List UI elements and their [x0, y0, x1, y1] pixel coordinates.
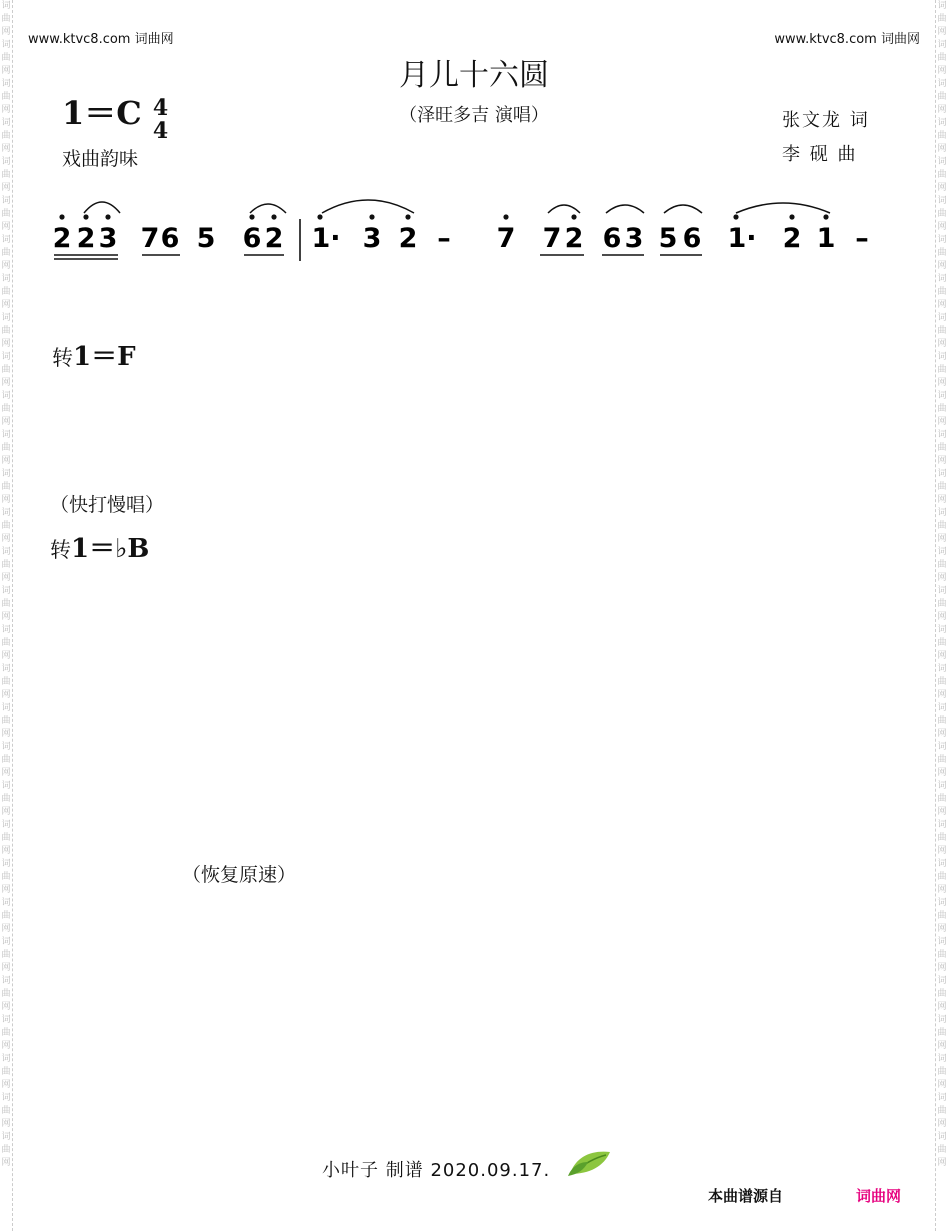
note: 2: [398, 223, 418, 254]
composer: 李 砚 曲: [782, 144, 858, 165]
slur: [606, 205, 644, 213]
note: 6: [682, 223, 702, 254]
octave-dot: [271, 214, 276, 219]
slur: [664, 205, 702, 213]
note: 6: [602, 223, 622, 254]
brand-link[interactable]: 词曲网: [856, 1187, 902, 1205]
octave-dot: [317, 214, 322, 219]
credit-line: 小叶子 制谱 2020.09.17.: [322, 1160, 551, 1181]
slur: [84, 202, 120, 213]
note: 2: [264, 223, 284, 254]
octave-dot: [571, 214, 576, 219]
key-signature: 1＝C 4 4: [62, 94, 169, 144]
style-note: 戏曲韵味: [62, 148, 139, 170]
tempo-mark-fast: （快打慢唱）: [50, 494, 165, 516]
note: 7: [140, 223, 160, 254]
slur: [250, 204, 286, 213]
note: 3: [624, 223, 644, 254]
site-link-left[interactable]: www.ktvc8.com 词曲网: [28, 32, 174, 47]
octave-dot: [823, 214, 828, 219]
octave-dot: [733, 214, 738, 219]
octave-dot: [789, 214, 794, 219]
site-link-right[interactable]: www.ktvc8.com 词曲网: [774, 32, 920, 47]
note: –: [855, 223, 869, 254]
octave-dot: [405, 214, 410, 219]
slur: [322, 200, 414, 213]
octave-dot: [105, 214, 110, 219]
modulation-to-F: 转1＝F: [52, 342, 136, 372]
octave-dot: [83, 214, 88, 219]
leaf-icon: [566, 1146, 614, 1178]
note: 2: [782, 223, 802, 254]
note: 7: [496, 223, 516, 254]
time-signature: 4 4: [152, 94, 169, 144]
note: 7: [542, 223, 562, 254]
note: 1·: [311, 223, 341, 254]
slur: [736, 203, 830, 213]
performer: （泽旺多吉 演唱）: [399, 105, 549, 126]
note: 3: [362, 223, 382, 254]
note: 3: [98, 223, 118, 254]
note: 2: [76, 223, 96, 254]
octave-dot: [59, 214, 64, 219]
song-title: 月儿十六圆: [399, 58, 549, 93]
modulation-to-Bb: 转1＝♭B: [50, 534, 150, 564]
note: 6: [242, 223, 262, 254]
octave-dot: [369, 214, 374, 219]
lyricist: 张文龙 词: [782, 110, 870, 131]
slur: [548, 205, 580, 213]
note: 1·: [727, 223, 757, 254]
note: 6: [160, 223, 180, 254]
note: 2: [52, 223, 72, 254]
source-label: 本曲谱源自: [708, 1187, 784, 1205]
octave-dot: [249, 214, 254, 219]
note: 1: [816, 223, 836, 254]
note: 5: [196, 223, 216, 254]
note: –: [437, 223, 451, 254]
note: 5: [658, 223, 678, 254]
right-watermark-strip: 词曲网词曲网词曲网词曲网词曲网词曲网词曲网词曲网词曲网词曲网词曲网词曲网词曲网词曲网词曲网词曲网词曲网词曲网词曲网词曲网词曲网词曲网词曲网词曲网词曲网词曲网词曲网词曲网词曲网词曲网: [935, 0, 948, 1231]
note: 2: [564, 223, 584, 254]
octave-dot: [503, 214, 508, 219]
tempo-mark-restore: （恢复原速）: [182, 864, 297, 886]
left-watermark-strip: 词曲网词曲网词曲网词曲网词曲网词曲网词曲网词曲网词曲网词曲网词曲网词曲网词曲网词曲网词曲网词曲网词曲网词曲网词曲网词曲网词曲网词曲网词曲网词曲网词曲网词曲网词曲网词曲网词曲网词曲网: [0, 0, 13, 1231]
